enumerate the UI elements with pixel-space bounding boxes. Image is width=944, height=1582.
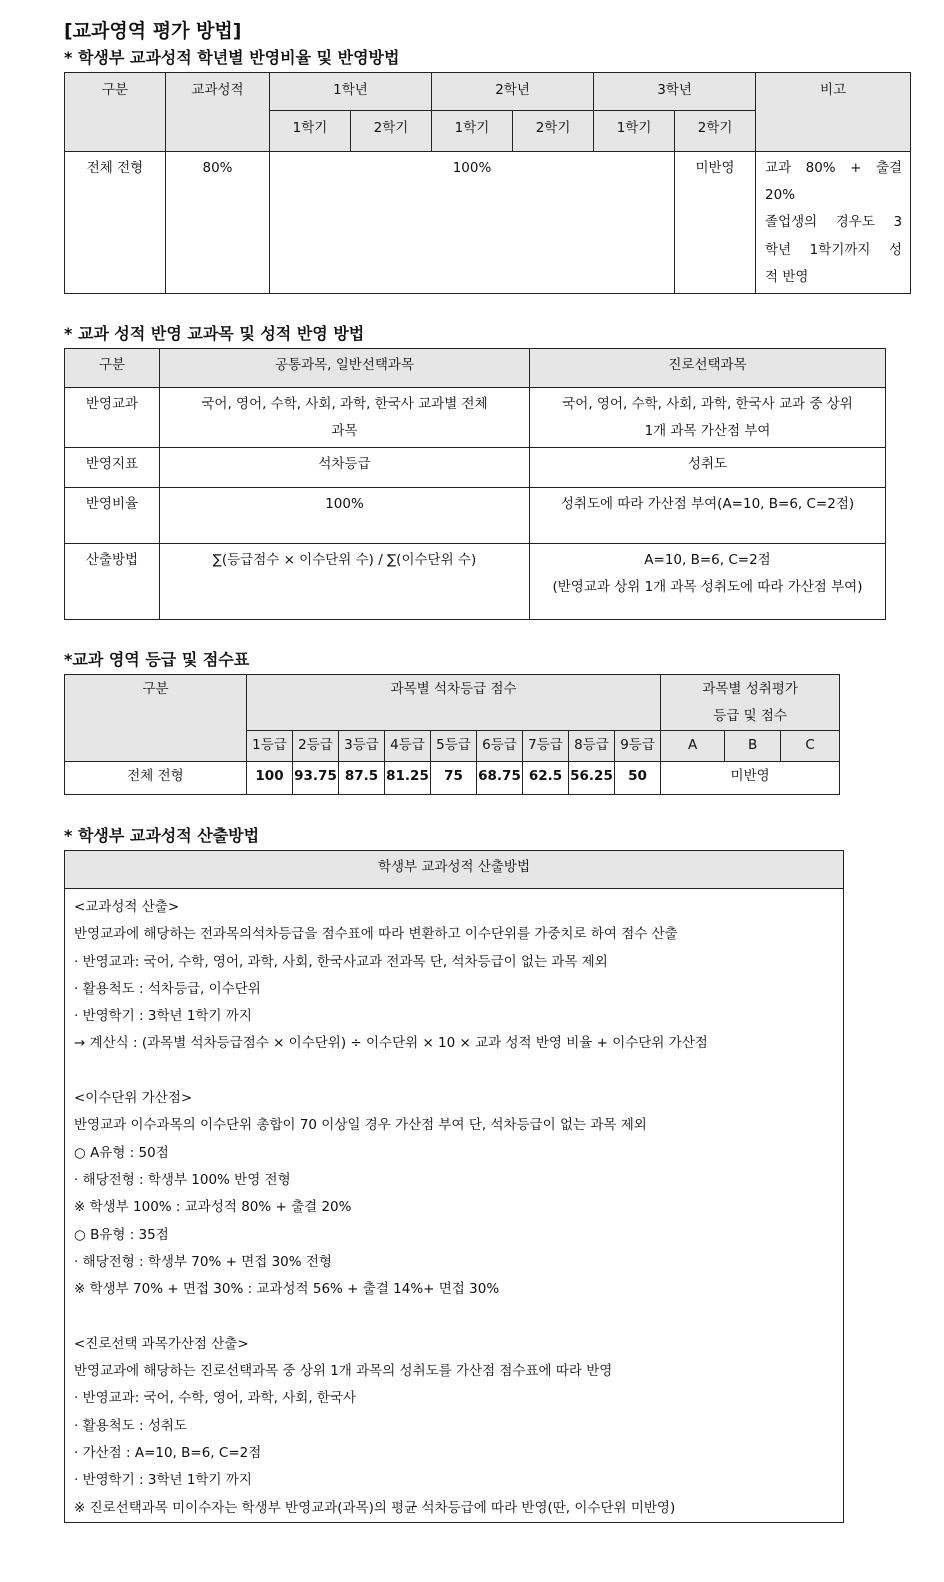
grade-header: 8등급 [569,731,615,762]
calc-line: · 반영교과: 국어, 수학, 영어, 과학, 사회, 한국사교과 전과목 단, 석차등급이 없는 과목 제외 [74,953,608,970]
grade-score: 93.75 [293,762,339,795]
header-sem1: 1학기 [594,111,675,152]
achievement-value: 미반영 [661,762,840,795]
grade-score-value: 80% [166,152,270,294]
calc-body [65,889,844,1523]
calc-line [74,1303,835,1330]
subject-method-table [64,348,886,620]
calc-line: 반영교과에 해당하는 진로선택과목 중 상위 1개 과목의 성취도를 가산점 점수표에 따라 반영 [74,1363,613,1380]
grade-header: 3등급 [339,731,385,762]
not-applied-value: 미반영 [675,152,756,294]
calc-line: · 반영학기 : 3학년 1학기 까지 [74,1008,252,1025]
calc-line: ※ 진로선택과목 미이수자는 학생부 반영교과(과목)의 평균 석차등급에 따라 반영(딴, 이수단위 미반영) [74,1499,676,1516]
page-title: [교과영역 평가 방법] [64,20,242,42]
calc-line: ※ 학생부 100% : 교과성적 80% + 출결 20% [74,1199,352,1216]
grade-score: 62.5 [523,762,569,795]
calc-line: 반영교과에 해당하는 전과목의석차등급을 점수표에 따라 변환하고 이수단위를 가중치로 하여 점수 산출 [74,926,678,943]
remark-line: 교과 80% + 출결 [765,160,903,176]
calc-line: · 활용척도 : 석차등급, 이수단위 [74,980,261,997]
common-cell: 석차등급 [160,448,530,488]
row-label: 반영지표 [65,448,160,488]
career-cell: 성취도에 따라 가산점 부여(A=10, B=6, C=2점) [530,488,886,544]
header-sem2: 2학기 [513,111,594,152]
calc-line: · 해당전형 : 학생부 70% + 면접 30% 전형 [74,1253,332,1270]
grade-score: 87.5 [339,762,385,795]
header-rank-score: 과목별 석차등급 점수 [247,675,661,731]
grade-header: 5등급 [431,731,477,762]
row-label: 전체 전형 [65,762,247,795]
calc-line: ○ B유형 : 35점 [74,1226,169,1243]
header-year1: 1학년 [270,73,432,111]
calc-line: <진로선택 과목가산점 산출> [74,1335,249,1352]
grade-header: 4등급 [385,731,431,762]
grade-score: 50 [615,762,661,795]
grade-header: 7등급 [523,731,569,762]
calc-line: · 해당전형 : 학생부 100% 반영 전형 [74,1171,291,1188]
grade-header: 6등급 [477,731,523,762]
header-gubun: 구분 [65,675,247,762]
common-cell: 100% [160,488,530,544]
remark-line: 적 반영 [765,268,809,285]
calc-line: ※ 학생부 70% + 면접 30% : 교과성적 56% + 출결 14%+ 면접 30% [74,1281,500,1298]
grade-header: 2등급 [293,731,339,762]
header-sem1: 1학기 [432,111,513,152]
grade-score: 56.25 [569,762,615,795]
grade-header: 9등급 [615,731,661,762]
grade-score: 75 [431,762,477,795]
header-gubun: 구분 [65,349,160,388]
section1-title: * 학생부 교과성적 학년별 반영비율 및 반영방법 [64,48,400,67]
remark-line: 학년 1학기까지 성 [765,241,903,258]
calc-header: 학생부 교과성적 산출방법 [65,851,844,889]
row-label: 산출방법 [65,544,160,620]
header-year3: 3학년 [594,73,756,111]
calculation-method-table [64,850,844,1523]
grade-header: 1등급 [247,731,293,762]
calc-line: · 반영교과: 국어, 수학, 영어, 과학, 사회, 한국사 [74,1390,357,1407]
header-sem1: 1학기 [270,111,351,152]
row-label: 전체 전형 [65,152,166,294]
header-gubun: 구분 [65,73,166,152]
career-cell: 국어, 영어, 수학, 사회, 과학, 한국사 교과 중 상위 1개 과목 가산점 부여 [530,388,886,448]
grade-score-table [64,674,840,795]
header-sem2: 2학기 [351,111,432,152]
calc-line: → 계산식 : (과목별 석차등급점수 × 이수단위) ÷ 이수단위 × 10 × 교과 성적 반영 비율 + 이수단위 가산점 [74,1035,708,1052]
calc-line: 반영교과 이수과목의 이수단위 총합이 70 이상일 경우 가산점 부여 단, 석차등급이 없는 과목 제외 [74,1117,647,1134]
header-career: 진로선택과목 [530,349,886,388]
header-common: 공통과목, 일반선택과목 [160,349,530,388]
header-remark: 비고 [756,73,911,152]
calc-line: ○ A유형 : 50점 [74,1144,169,1161]
career-cell: 성취도 [530,448,886,488]
grade-score: 100 [247,762,293,795]
remark-line: 졸업생의 경우도 3 [765,214,903,231]
calc-line: <이수단위 가산점> [74,1090,193,1107]
calc-line [74,1058,835,1085]
grade-score: 81.25 [385,762,431,795]
level-header: A [661,731,725,762]
remark-cell [756,152,911,294]
calc-line: · 활용척도 : 성취도 [74,1417,188,1434]
common-cell: ∑(등급점수 × 이수단위 수) / ∑(이수단위 수) [160,544,530,620]
year-ratio-table [64,72,911,294]
career-cell: A=10, B=6, C=2점 (반영교과 상위 1개 과목 성취도에 따라 가산점 부여) [530,544,886,620]
grade-score: 68.75 [477,762,523,795]
header-achievement: 과목별 성취평가 등급 및 점수 [661,675,840,731]
calc-line: <교과성적 산출> [74,899,180,915]
level-header: C [781,731,840,762]
calc-line: · 가산점 : A=10, B=6, C=2점 [74,1444,262,1461]
header-sem2: 2학기 [675,111,756,152]
header-grade-score: 교과성적 [166,73,270,152]
remark-line: 20% [765,187,796,204]
row-label: 반영비율 [65,488,160,544]
level-header: B [725,731,781,762]
section3-title: *교과 영역 등급 및 점수표 [64,650,250,669]
section2-title: * 교과 성적 반영 교과목 및 성적 반영 방법 [64,324,365,343]
row-label: 반영교과 [65,388,160,448]
calc-line: · 반영학기 : 3학년 1학기 까지 [74,1472,252,1489]
ratio-value: 100% [270,152,675,294]
header-year2: 2학년 [432,73,594,111]
section4-title: * 학생부 교과성적 산출방법 [64,826,260,845]
common-cell: 국어, 영어, 수학, 사회, 과학, 한국사 교과별 전체 과목 [160,388,530,448]
